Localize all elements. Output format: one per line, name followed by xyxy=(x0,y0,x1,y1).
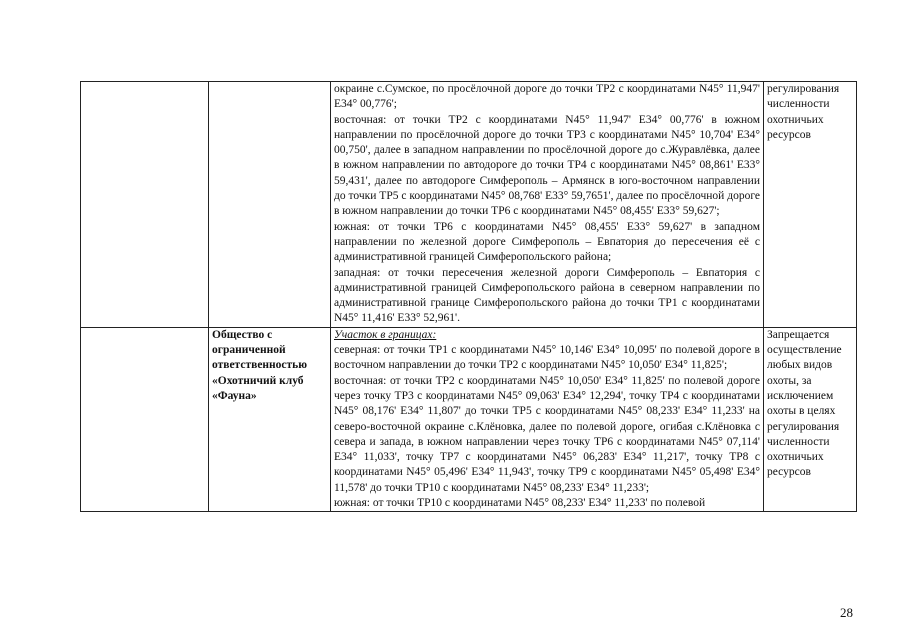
boundary-paragraph: окраине с.Сумское, по просёлочной дороге до точки ТР2 с координатами N45° 11,947' E34° 00,776'; xyxy=(334,83,760,111)
boundary-paragraph: восточная: от точки ТР2 с координатами N45° 11,947' E34° 00,776' в южном направлении по просёлочной дороге до точки ТР3 с координатами N45° 10,704' E34° 00,750', далее в западном направлении по просёлочной дороге до с.Журавлёвка, далее в южном направлении по автодороге до точки ТР4 с координатами N45° 08,861' E33° 59,431', далее по автодороге Симферополь – Армянск в юго-восточном направлении до точки ТР5 с координатами N45° 08,768' E33° 59,7651', далее по просёлочной дороге в южном направлении до точки ТР6 с координатами N45° 08,455' E33° 59,627'; xyxy=(334,113,760,218)
hunting-regime-cell: регулирования численности охотничьих ресурсов xyxy=(764,82,857,328)
boundary-paragraph: южная: от точки ТР6 с координатами N45° 08,455' E33° 59,627' в западном направлении по железной дороге Симферополь – Евпатория до пересечения её с административной границей Симферопольского района; xyxy=(334,220,760,264)
organization-cell xyxy=(209,82,331,328)
boundary-paragraph: северная: от точки ТР1 с координатами N45° 10,146' E34° 10,095' по полевой дороге в восточном направлении до точки ТР2 с координатами N45° 10,050' E34° 11,825'; xyxy=(334,344,760,372)
boundary-paragraph: южная: от точки ТР10 с координатами N45° 08,233' E34° 11,233' по полевой xyxy=(334,497,706,510)
boundary-paragraph: западная: от точки пересечения железной дороги Симферополь – Евпатория с административной границей Симферопольского района в северном направлении по административной границе Симферопольского района до точки ТР1 с координатами N45° 11,416' E33° 52,961'. xyxy=(334,266,760,325)
table-row xyxy=(81,82,857,328)
boundary-paragraph: восточная: от точки ТР2 с координатами N45° 10,050' E34° 11,825' по полевой дороге через точку ТР3 с координатами N45° 09,063' E34° 12,294', точку ТР4 с координатами N45° 08,176' E34° 11,807' до точки ТР5 с координатами N45° 08,233' E34° 11,233' на северо-восточной окраине с.Клёновка, далее по полевой дороге, огибая с.Клёновка с севера и запада, в южном направлении через точку ТР6 с координатами N45° 07,114' E34° 11,033', точку ТР7 с координатами N45° 06,283' E34° 11,217', точку ТР8 с координатами N45° 05,496' E34° 11,943', точку ТР9 с координатами N45° 05,498' E34° 11,578' до точки ТР10 с координатами N45° 08,233' E34° 11,233'; xyxy=(334,374,760,494)
section-subheading: Участок в границах: xyxy=(334,328,437,341)
boundary-description-cell xyxy=(331,82,764,328)
table-cell-empty xyxy=(81,327,209,512)
table-row xyxy=(81,327,857,512)
table-cell-empty xyxy=(81,82,209,328)
page-number: 28 xyxy=(840,605,853,620)
hunting-regime-cell: Запрещается осуществление любых видов охоты, за исключением охоты в целях регулирования численности охотничьих ресурсов xyxy=(764,327,857,512)
organization-cell: Общество с ограниченной ответственностью «Охотничий клуб «Фауна» xyxy=(209,327,331,512)
boundary-description-cell xyxy=(331,327,764,512)
hunting-grounds-table xyxy=(80,81,857,512)
